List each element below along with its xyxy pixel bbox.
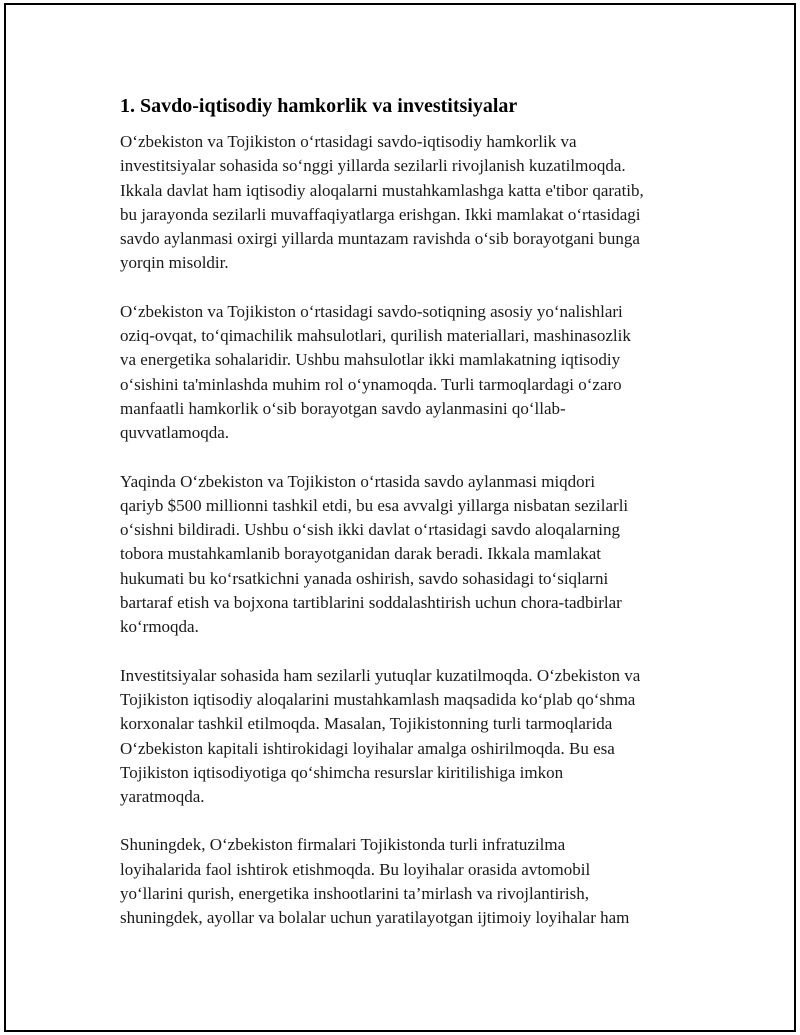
- paragraph-5: [120, 833, 690, 930]
- document-page: [4, 3, 796, 1032]
- text-line: yo‘llarini qurish, energetika inshootlarini ta’mirlash va rivojlantirish,: [120, 884, 589, 904]
- paragraph-2: [120, 300, 690, 446]
- text-line: tobora mustahkamlanib borayotganidan darak beradi. Ikkala mamlakat: [120, 544, 602, 564]
- text-line: oziq-ovqat, to‘qimachilik mahsulotlari, qurilish materiallari, mashinasozlik: [120, 326, 631, 346]
- text-line: korxonalar tashkil etilmoqda. Masalan, Tojikistonning turli tarmoqlarida: [120, 714, 613, 734]
- text-line: Ikkala davlat ham iqtisodiy aloqalarni mustahkamlashga katta e'tibor qaratib,: [120, 180, 644, 200]
- section-heading: 1. Savdo-iqtisodiy hamkorlik va investitsiyalar: [120, 95, 518, 117]
- text-line: bartaraf etish va bojxona tartiblarini soddalashtirish uchun chora-tadbirlar: [120, 593, 622, 613]
- text-line: hukumati bu ko‘rsatkichni yanada oshirish, savdo sohasidagi to‘siqlarni: [120, 568, 609, 588]
- text-line: quvvatlamoqda.: [120, 423, 230, 443]
- text-line: o‘sishini ta'minlashda muhim rol o‘ynamoqda. Turli tarmoqlardagi o‘zaro: [120, 374, 622, 394]
- paragraph-4: [120, 664, 690, 810]
- text-line: qariyb $500 millionni tashkil etdi, bu esa avvalgi yillarga nisbatan sezilarli: [120, 495, 629, 515]
- text-line: Shuningdek, O‘zbekiston firmalari Tojikistonda turli infratuzilma: [120, 835, 566, 855]
- text-line: O‘zbekiston kapitali ishtirokidagi loyihalar amalga oshirilmoqda. Bu esa: [120, 738, 615, 758]
- text-line: yaratmoqda.: [120, 787, 205, 807]
- text-line: Yaqinda O‘zbekiston va Tojikiston o‘rtasida savdo aylanmasi miqdori: [120, 471, 596, 491]
- text-line: o‘sishni bildiradi. Ushbu o‘sish ikki davlat o‘rtasidagi savdo aloqalarning: [120, 520, 621, 540]
- text-line: shuningdek, ayollar va bolalar uchun yaratilayotgan ijtimoiy loyihalar ham: [120, 908, 630, 928]
- text-line: bu jarayonda sezilarli muvaffaqiyatlarga erishgan. Ikki mamlakat o‘rtasidagi: [120, 204, 641, 224]
- text-line: Tojikiston iqtisodiyotiga qo‘shimcha resurslar kiritilishiga imkon: [120, 762, 564, 782]
- text-line: Investitsiyalar sohasida ham sezilarli yutuqlar kuzatilmoqda. O‘zbekiston va: [120, 665, 641, 685]
- text-line: yorqin misoldir.: [120, 253, 229, 273]
- paragraph-1: [120, 130, 690, 276]
- text-line: ko‘rmoqda.: [120, 617, 199, 637]
- text-line: va energetika sohalaridir. Ushbu mahsulotlar ikki mamlakatning iqtisodiy: [120, 350, 621, 370]
- text-line: Tojikiston iqtisodiy aloqalarini mustahkamlash maqsadida ko‘plab qo‘shma: [120, 689, 636, 709]
- text-line: savdo aylanmasi oxirgi yillarda muntazam ravishda o‘sib borayotgani bunga: [120, 229, 640, 249]
- text-line: O‘zbekiston va Tojikiston o‘rtasidagi savdo-sotiqning asosiy yo‘nalishlari: [120, 301, 623, 321]
- text-line: loyihalarida faol ishtirok etishmoqda. Bu loyihalar orasida avtomobil: [120, 859, 591, 879]
- document-body: [120, 93, 690, 955]
- text-line: manfaatli hamkorlik o‘sib borayotgan savdo aylanmasini qo‘llab-: [120, 398, 566, 418]
- paragraph-3: [120, 470, 690, 640]
- text-line: O‘zbekiston va Tojikiston o‘rtasidagi savdo-iqtisodiy hamkorlik va: [120, 132, 577, 151]
- text-line: investitsiyalar sohasida so‘nggi yillarda sezilarli rivojlanish kuzatilmoqda.: [120, 156, 626, 176]
